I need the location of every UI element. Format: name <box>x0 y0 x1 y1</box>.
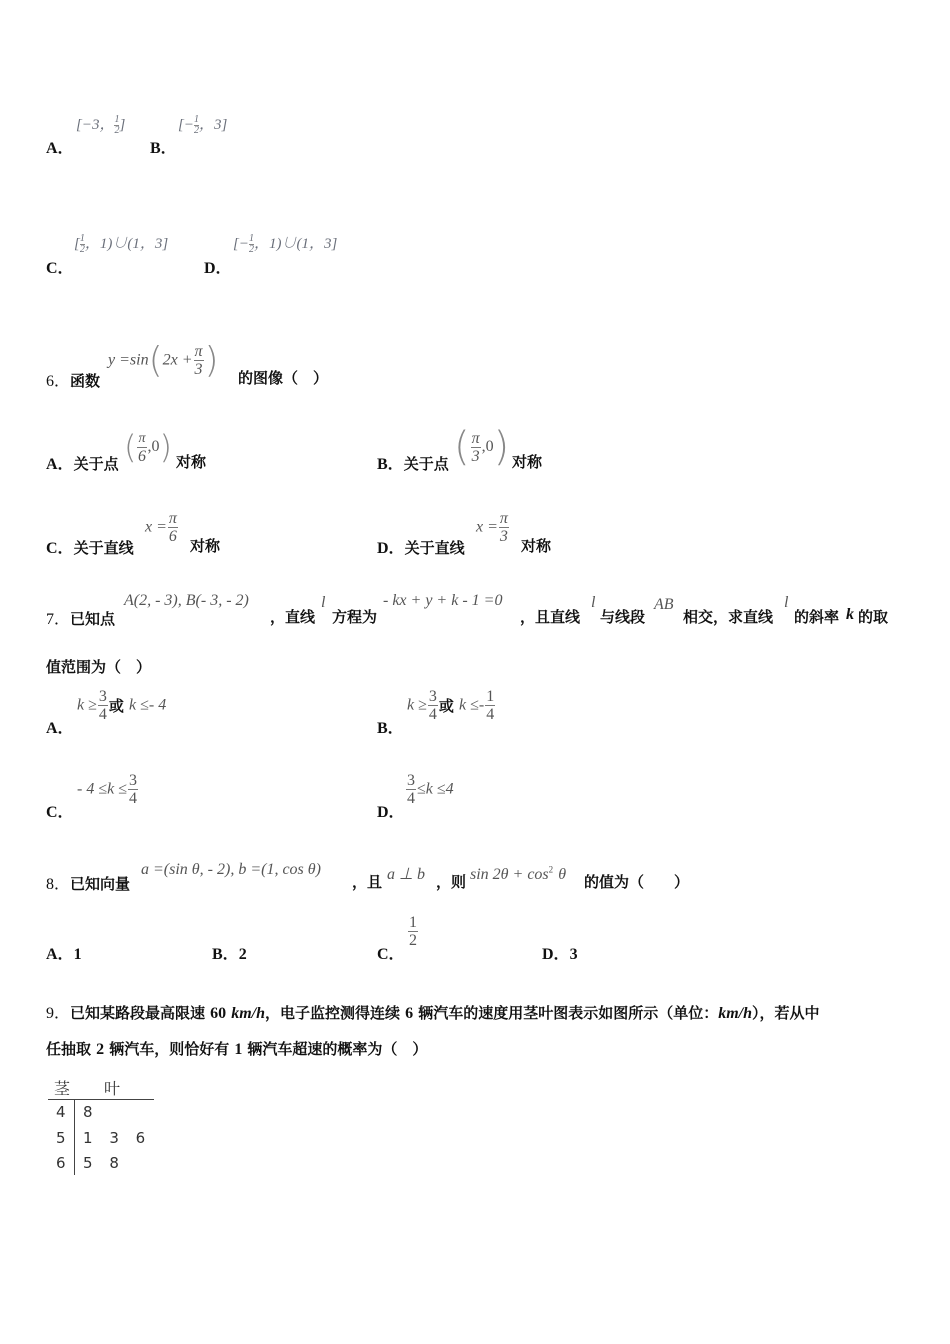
q7-option-a-math <box>77 688 166 723</box>
q6-lead: 函数 <box>70 372 101 390</box>
q5-option-d-label: D． <box>204 260 232 277</box>
q7-a-d: 4 <box>98 706 107 723</box>
q6-tail: 的图像（ ） <box>238 369 329 387</box>
q6-d-text: 关于直线 <box>404 539 465 557</box>
q6-option-c-line: x = $\frac{\pi}{6}$ <box>145 510 177 545</box>
q7-k: k <box>846 606 854 623</box>
q7-c-n: 3 <box>129 772 137 789</box>
stem-leaf-plot <box>48 1074 158 1179</box>
q7-a-or: 或 <box>108 697 124 715</box>
q8-b-label: B． <box>212 946 239 963</box>
q6-option-c <box>46 535 134 558</box>
q7-l2: l <box>591 594 596 611</box>
q7-b-n: 3 <box>428 688 437 705</box>
q8-perp: a ⊥ b <box>387 866 425 883</box>
q5-option-b-label: B． <box>150 140 177 157</box>
q6-stem <box>46 340 100 390</box>
q7-c-m1: - 4 ≤k ≤ <box>77 780 127 798</box>
q6-option-a <box>46 451 119 474</box>
q7-t4: ，且直线 <box>520 608 581 626</box>
stem-row-2 <box>56 1154 66 1172</box>
q8-line-start <box>46 871 130 894</box>
q7-d-n: 3 <box>407 772 415 789</box>
leaf-row-0 <box>83 1103 93 1121</box>
q9-line1-c: 辆汽车的速度用茎叶图表示如图所示（单位： <box>418 1004 719 1022</box>
q8-option-a <box>46 941 82 964</box>
q7-t1: 已知点 <box>70 610 116 628</box>
q6-a-zero: ,0 <box>147 438 160 455</box>
leaf-value: 1 <box>83 1129 93 1147</box>
q6-d-label: D． <box>377 540 405 557</box>
q7-b-m1: k ≥ <box>407 696 427 714</box>
q7-l1: l <box>321 594 326 611</box>
q7-t3: 方程为 <box>332 608 378 626</box>
stem-value: 6 <box>56 1154 66 1172</box>
q7-c-d: 4 <box>129 790 137 807</box>
q7-d-m1: ≤k ≤4 <box>417 780 454 798</box>
q9-one: 1 <box>234 1041 243 1058</box>
q8-c-n: 1 <box>409 914 417 931</box>
q6-c-label: C． <box>46 540 74 557</box>
q7-option-b-math <box>407 688 496 723</box>
q6-b-label: B． <box>377 456 404 473</box>
q5-option-a-math: [−3， $\frac{1}{2}$] <box>76 114 126 137</box>
q7-line2: 值范围为（ ） <box>46 658 152 676</box>
q6-option-a-point: ( $\frac{\pi}{6}$ ,0) <box>124 428 172 466</box>
q6-pi: π <box>194 343 203 360</box>
q8-option-c-math <box>407 914 419 949</box>
q7-equation: - kx + y + k - 1 =0 <box>383 592 503 609</box>
q7-a-m2: k ≤- 4 <box>129 696 167 714</box>
q9-number: 9． <box>46 1005 71 1022</box>
q6-d-x: x = <box>476 518 498 536</box>
leaf-row-2 <box>83 1154 119 1172</box>
q6-c-x: x = <box>145 518 167 536</box>
q6-number: 6． <box>46 373 71 390</box>
leaf-row-1 <box>83 1129 145 1147</box>
q7-points: A(2, - 3), B(- 3, - 2) <box>124 592 249 609</box>
q9-line1-d: ），若从中 <box>752 1004 820 1022</box>
q9-line2-a: 任抽取 <box>46 1040 92 1058</box>
q6-b-zero: ,0 <box>481 438 494 455</box>
q9-two: 2 <box>96 1041 105 1058</box>
q8-sup: 2 <box>548 864 554 875</box>
q8-theta: θ <box>558 866 567 883</box>
q7-t5: 与线段 <box>600 608 646 626</box>
q6-b-text: 关于点 <box>403 455 449 473</box>
q6-a-tail: 对称 <box>176 453 207 471</box>
stem-divider <box>74 1099 75 1175</box>
q8-d-val: 3 <box>569 946 578 963</box>
q5-option-a-label: A． <box>46 140 74 157</box>
q6-c-tail: 对称 <box>190 537 221 555</box>
q6-option-b-point: ( $\frac{\pi}{3}$ ,0) <box>454 424 510 470</box>
q8-option-b <box>212 941 247 964</box>
q7-t8: 的取 <box>858 608 889 626</box>
q8-expr: sin 2θ + cos <box>470 866 549 883</box>
q6-option-d-line: x = $\frac{\pi}{3}$ <box>476 510 508 545</box>
leaf-value: 5 <box>83 1154 93 1172</box>
q6-d-tail: 对称 <box>521 537 552 555</box>
q9-line2-b: 辆汽车，则恰好有 <box>109 1040 230 1058</box>
header-divider <box>48 1099 154 1100</box>
q5-option-c-math: [ $\frac{1}{2}$，1)∪(1，3] <box>74 233 169 256</box>
q6-c-den: 6 <box>168 528 177 545</box>
q6-option-d <box>377 535 465 558</box>
q7-c-label: C． <box>46 804 74 821</box>
stem-value: 4 <box>56 1103 66 1121</box>
leaf-value: 3 <box>109 1129 119 1147</box>
q5-option-b-math: [− $\frac{1}{2}$，3] <box>178 114 228 137</box>
q7-b-label: B． <box>377 720 404 737</box>
q9-count: 6 <box>405 1005 414 1022</box>
q8-t1: 已知向量 <box>70 875 131 893</box>
q9-line2-c: 辆汽车超速的概率为（ ） <box>247 1040 428 1058</box>
q6-option-b <box>377 451 449 474</box>
q9-unit2: km/h <box>718 1005 753 1022</box>
q7-a-n: 3 <box>98 688 107 705</box>
stem-row-0 <box>56 1103 66 1121</box>
q6-b-tail: 对称 <box>512 453 543 471</box>
q6-d-den: 3 <box>499 528 508 545</box>
q7-number: 7． <box>46 611 71 628</box>
q6-three: 3 <box>194 361 203 378</box>
q9-line1-b: ，电子监控测得连续 <box>265 1004 401 1022</box>
q8-d-label: D． <box>542 946 570 963</box>
q6-c-text: 关于直线 <box>73 539 134 557</box>
q8-number: 8． <box>46 876 71 893</box>
q6-a-text: 关于点 <box>73 455 119 473</box>
q8-a-label: A． <box>46 946 74 963</box>
q7-a-m1: k ≥ <box>77 696 97 714</box>
q9-line2 <box>46 1038 427 1059</box>
q7-t6: 相交，求直线 <box>683 608 774 626</box>
q6-b-den: 3 <box>471 447 480 465</box>
q9-speed: 60 <box>210 1005 227 1022</box>
q7-t7: 的斜率 <box>794 608 840 626</box>
q8-a-val: 1 <box>73 946 82 963</box>
q6-func-lhs: y =sin <box>108 351 149 369</box>
q7-d-label: D． <box>377 804 405 821</box>
leaf-value: 8 <box>109 1154 119 1172</box>
q7-t2: ，直线 <box>270 608 316 626</box>
q8-t2: ，且 <box>352 873 383 891</box>
q9-line1-a: 已知某路段最高限速 <box>70 1004 206 1022</box>
q7-b-n2: 1 <box>486 688 495 705</box>
q8-vectors: a =(sin θ, - 2), b =(1, cos θ) <box>141 861 321 878</box>
stem-value: 5 <box>56 1129 66 1147</box>
q8-expression <box>470 864 566 884</box>
q7-line1-start <box>46 606 115 629</box>
q7-b-or: 或 <box>438 697 454 715</box>
leaf-value: 6 <box>135 1129 146 1147</box>
q6-func-inner: 2x + <box>162 351 193 369</box>
q9-line1 <box>46 1000 820 1023</box>
leaf-value: 8 <box>83 1103 93 1121</box>
q7-a-label: A． <box>46 720 74 737</box>
q8-c-d: 2 <box>409 932 417 949</box>
q8-option-d <box>542 941 578 964</box>
stem-header: 茎 <box>54 1079 71 1098</box>
q5-option-d-math: [− $\frac{1}{2}$，1)∪(1，3] <box>233 233 338 256</box>
q7-d-d: 4 <box>407 790 415 807</box>
q6-function: y =sin(2x + $\frac{\pi}{3}$ ) <box>108 340 219 381</box>
q6-a-den: 6 <box>137 447 146 465</box>
q6-a-label: A． <box>46 456 74 473</box>
q8-b-val: 2 <box>238 946 247 963</box>
q7-b-d: 4 <box>428 706 437 723</box>
q7-b-m2: k ≤- <box>459 696 485 714</box>
q7-option-c-math <box>77 772 139 807</box>
q8-c-label: C． <box>377 946 405 963</box>
leaf-header: 叶 <box>104 1079 121 1098</box>
q7-l3: l <box>784 594 789 611</box>
q8-t3: ，则 <box>436 873 467 891</box>
q5-option-c-label: C． <box>46 260 74 277</box>
q7-option-d-math <box>405 772 454 807</box>
q7-b-d2: 4 <box>486 706 495 723</box>
q8-t4: 的值为（ ） <box>584 873 690 891</box>
stem-row-1 <box>56 1129 66 1147</box>
q7-ab: AB <box>654 596 674 613</box>
q9-unit: km/h <box>231 1005 266 1022</box>
